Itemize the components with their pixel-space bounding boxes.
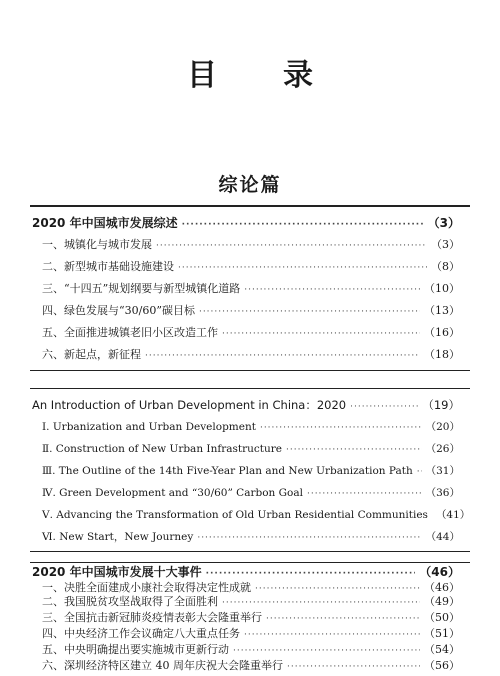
toc-item-label: 四、绿色发展与“30/60”碳目标 <box>42 304 195 317</box>
toc-item-label: Ⅰ. Urbanization and Urban Development <box>42 421 256 433</box>
leader-dots <box>266 611 420 627</box>
leader-dots <box>307 485 422 503</box>
page-title: 目 录 <box>187 58 331 93</box>
leader-dots <box>350 398 418 416</box>
toc-item-label: 三、“十四五”规划纲要与新型城镇化道路 <box>42 282 241 295</box>
toc-page-number: （18） <box>424 348 460 361</box>
leader-dots <box>178 259 427 277</box>
toc-page-number: （36） <box>425 487 460 499</box>
leader-dots <box>260 419 422 437</box>
toc-page-number: （54） <box>424 643 460 656</box>
leader-dots <box>244 627 420 643</box>
toc-item-label: 五、全面推进城镇老旧小区改造工作 <box>42 326 218 339</box>
toc-item-label: Ⅲ. The Outline of the 14th Five-Year Plan and New Urbanization Path <box>42 465 413 477</box>
toc-page-number: （19） <box>422 398 460 412</box>
leader-dots <box>156 237 427 255</box>
toc-item[interactable] <box>42 626 460 642</box>
toc-heading-label: 2020 年中国城市发展十大事件 <box>32 565 202 579</box>
toc-item-label: 六、新起点，新征程 <box>42 348 141 361</box>
toc-item-label: 二、我国脱贫攻坚战取得了全面胜利 <box>42 595 218 608</box>
leader-dots <box>182 216 424 234</box>
leader-dots <box>197 529 421 547</box>
divider <box>30 551 470 552</box>
leader-dots <box>417 463 422 481</box>
toc-item-label: Ⅴ. Advancing the Transformation of Old Urban Residential Communities <box>42 509 428 521</box>
toc-page-number: （44） <box>425 531 460 543</box>
toc-page-number: （50） <box>424 611 460 624</box>
leader-dots <box>199 303 420 321</box>
toc-page-number: （46） <box>419 565 460 579</box>
toc-page-number: （56） <box>424 659 460 672</box>
toc-page-number: （13） <box>424 304 460 317</box>
toc-item[interactable] <box>42 506 471 524</box>
toc-page-number: （3） <box>431 238 460 251</box>
toc-item[interactable] <box>42 280 460 298</box>
leader-dots <box>287 659 420 675</box>
toc-page-number: （20） <box>425 421 460 433</box>
toc-item[interactable] <box>42 440 460 458</box>
toc-page-number: （31） <box>425 465 460 477</box>
divider <box>30 388 470 389</box>
toc-heading[interactable] <box>32 396 460 414</box>
toc-page-number: （49） <box>424 595 460 608</box>
divider <box>30 562 470 563</box>
toc-heading[interactable] <box>32 564 460 580</box>
leader-dots <box>145 347 420 365</box>
toc-item-label: 五、中央明确提出要实施城市更新行动 <box>42 643 229 656</box>
toc-page-number: （51） <box>424 627 460 640</box>
toc-item-label: 六、深圳经济特区建立 40 周年庆祝大会隆重举行 <box>42 659 283 672</box>
toc-item-label: Ⅱ. Construction of New Urban Infrastructure <box>42 443 282 455</box>
leader-dots <box>233 643 420 659</box>
divider <box>30 370 470 371</box>
leader-dots <box>222 595 420 611</box>
toc-item-label: 四、中央经济工作会议确定八大重点任务 <box>42 627 240 640</box>
toc-item[interactable] <box>42 462 460 480</box>
divider <box>30 205 470 207</box>
toc-page-number: （16） <box>424 326 460 339</box>
toc-item-label: 三、全国抗击新冠肺炎疫情表彰大会隆重举行 <box>42 611 262 624</box>
toc-item-label: 一、城镇化与城市发展 <box>42 238 152 251</box>
toc-item[interactable] <box>42 528 460 546</box>
toc-item[interactable] <box>42 658 460 674</box>
toc-heading[interactable] <box>32 214 460 232</box>
toc-item[interactable] <box>42 642 460 658</box>
toc-heading-label: 2020 年中国城市发展综述 <box>32 216 178 230</box>
toc-item[interactable] <box>42 594 460 610</box>
toc-item[interactable] <box>42 418 460 436</box>
toc-page-number: （8） <box>431 260 460 273</box>
toc-item[interactable] <box>42 484 460 502</box>
toc-item[interactable] <box>42 302 460 320</box>
toc-page-number: （3） <box>427 216 460 230</box>
part-title: 综论篇 <box>218 174 282 196</box>
toc-page-number: （10） <box>424 282 460 295</box>
leader-dots <box>244 281 420 299</box>
toc-item-label: 一、决胜全面建成小康社会取得决定性成就 <box>42 581 251 594</box>
toc-item[interactable] <box>42 610 460 626</box>
toc-item-label: Ⅳ. Green Development and “30/60” Carbon Goal <box>42 487 303 499</box>
leader-dots <box>286 441 422 459</box>
toc-item-label: 二、新型城市基础设施建设 <box>42 260 174 273</box>
toc-item[interactable] <box>42 258 460 276</box>
toc-page-number: （46） <box>424 581 460 594</box>
toc-item-label: Ⅵ. New Start，New Journey <box>42 531 194 543</box>
toc-heading-label: An Introduction of Urban Development in China：2020 <box>32 398 347 412</box>
toc-item[interactable] <box>42 236 460 254</box>
toc-item[interactable] <box>42 324 460 342</box>
toc-page-number: （26） <box>425 443 460 455</box>
toc-page-number: （41） <box>435 509 471 521</box>
toc-item[interactable] <box>42 346 460 364</box>
leader-dots <box>222 325 420 343</box>
